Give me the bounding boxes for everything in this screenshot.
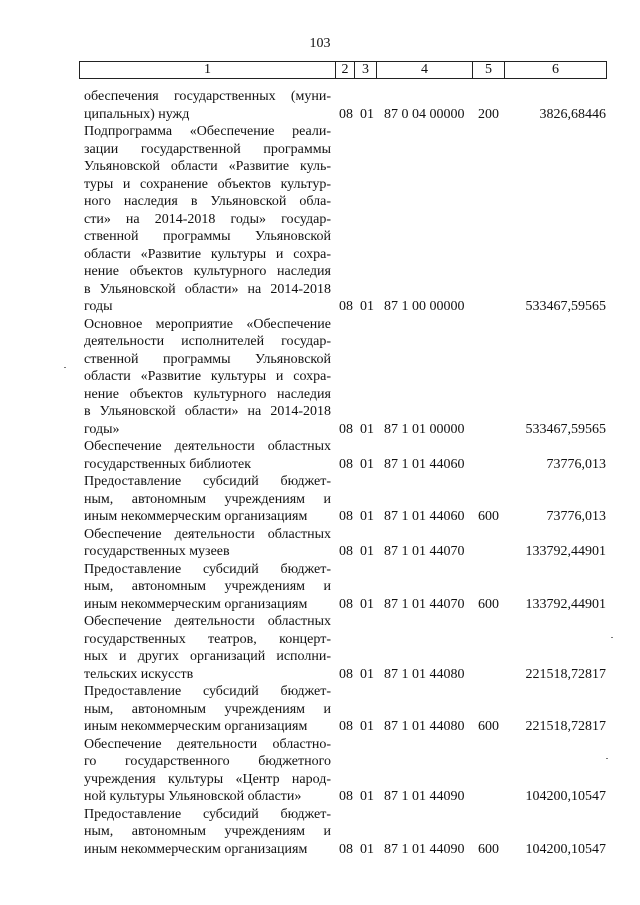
cell-col-3: 01 [360,509,374,524]
cell-col-4: 87 1 01 44070 [384,544,465,559]
cell-col-4: 87 1 01 44060 [384,509,465,524]
description-line: иным некоммерческим организациям [84,596,308,612]
description-line: Предоставление субсидий бюджет- [84,684,331,699]
table-row [0,736,640,806]
cell-col-6: 73776,013 [546,456,606,472]
description-line: ным, автономным учреждениям и [84,579,331,594]
description-line: годы» [84,421,120,437]
cell-col-6: 104200,10547 [525,789,606,804]
cell-col-2: 08 [339,544,353,559]
description-line: ных и других организаций исполни- [84,649,331,664]
description-line: Предоставление субсидий бюджет- [84,474,331,489]
cell-col-2: 08 [339,596,353,612]
description-line: зации государственной программы [84,141,331,157]
description-line: ного наследия в Ульяновской обла- [84,194,331,209]
header-col-4: 4 [421,62,428,77]
row-description [84,438,331,473]
cell-col-6: 221518,72817 [525,666,606,682]
cell-col-3: 01 [360,421,374,437]
cell-col-2: 08 [339,841,353,857]
description-line: ственной программы Ульяновской [84,351,331,367]
description-line: ным, автономным учреждениям и [84,824,331,839]
cell-col-4: 87 1 01 44070 [384,596,465,612]
cell-col-2: 08 [339,666,353,682]
description-line: го государственного бюджетного [84,754,331,769]
table-row [0,316,640,439]
table-row [0,123,640,316]
cell-col-2: 08 [339,421,353,437]
row-description [84,88,331,123]
description-line: государственных музеев [84,544,230,559]
header-col-2: 2 [341,62,349,77]
cell-col-5 [478,421,504,439]
row-description [84,561,331,614]
description-line: учреждения культуры «Центр народ- [84,771,331,787]
cell-col-4: 87 1 01 44090 [384,789,465,804]
description-line: иным некоммерческим организациям [84,841,308,857]
description-line: деятельности исполнителей государ- [84,334,331,349]
table-row [0,683,640,736]
cell-col-3: 01 [360,596,374,612]
scan-speck [606,758,608,759]
cell-col-5: 600 [478,841,499,857]
description-line: годы [84,299,113,314]
cell-col-3: 01 [360,666,374,682]
description-line: Предоставление субсидий бюджет- [84,806,331,822]
row-description [84,316,331,439]
cell-col-6: 221518,72817 [525,719,606,734]
cell-col-5: 600 [478,719,499,734]
cell-col-5: 200 [478,106,499,122]
cell-col-5 [478,788,504,806]
description-line: ным, автономным учреждениям и [84,491,331,507]
table-row [0,473,640,526]
table-row [0,806,640,859]
description-line: Обеспечение деятельности областных [84,526,331,542]
cell-col-4: 87 1 01 44080 [384,719,465,734]
description-line: обеспечения государственных (муни- [84,89,331,104]
description-line: Ульяновской области «Развитие куль- [84,159,331,174]
cell-col-2: 08 [339,106,353,122]
cell-col-5 [478,543,504,561]
cell-col-6: 3826,68446 [539,106,606,122]
description-line: Обеспечение деятельности областных [84,439,331,454]
cell-col-4: 87 1 01 00000 [384,421,465,437]
row-description [84,683,331,736]
description-line: в Ульяновской области» на 2014-2018 [84,404,331,419]
cell-col-3: 01 [360,841,374,857]
description-line: области «Развитие культуры и сохра- [84,369,331,384]
description-line: Подпрограмма «Обеспечение реали- [84,124,331,139]
cell-col-3: 01 [360,544,374,559]
description-line: ципальных) нужд [84,106,190,122]
description-line: ственной программы Ульяновской [84,229,331,244]
header-col-5: 5 [485,62,492,77]
cell-col-6: 533467,59565 [525,299,606,314]
scan-speck [611,637,613,638]
description-line: Обеспечение деятельности областных [84,614,331,629]
cell-col-5 [478,456,504,474]
scan-speck [64,367,66,368]
cell-col-2: 08 [339,719,353,734]
description-line: области «Развитие культуры и сохра- [84,246,331,262]
table-row [0,526,640,561]
cell-col-5: 600 [478,596,499,612]
cell-col-5: 600 [478,509,499,524]
description-line: в Ульяновской области» на 2014-2018 [84,281,331,297]
cell-col-4: 87 1 00 00000 [384,299,465,314]
cell-col-6: 133792,44901 [525,596,606,612]
description-line: нение объектов культурного наследия [84,264,331,279]
cell-col-2: 08 [339,789,353,804]
row-description [84,526,331,561]
cell-col-6: 104200,10547 [525,841,606,857]
table-row [0,88,640,123]
cell-col-4: 87 1 01 44060 [384,456,465,472]
cell-col-2: 08 [339,456,353,472]
header-col-6: 6 [552,62,559,77]
cell-col-3: 01 [360,789,374,804]
description-line: туры и сохранение объектов культур- [84,176,331,192]
cell-col-2: 08 [339,299,353,314]
table-row [0,613,640,683]
cell-col-6: 533467,59565 [525,421,606,437]
cell-col-3: 01 [360,456,374,472]
row-description [84,736,331,806]
row-description [84,473,331,526]
table-row [0,561,640,614]
description-line: Предоставление субсидий бюджет- [84,561,331,577]
row-description [84,806,331,859]
cell-col-3: 01 [360,106,374,122]
description-line: ным, автономным учреждениям и [84,701,331,717]
cell-col-5 [478,298,504,316]
description-line: Обеспечение деятельности областно- [84,736,331,752]
description-line: ной культуры Ульяновской области» [84,789,302,804]
cell-col-4: 87 1 01 44090 [384,841,465,857]
row-description [84,613,331,683]
header-col-3: 3 [362,62,369,77]
cell-col-3: 01 [360,719,374,734]
cell-col-4: 87 0 04 00000 [384,106,465,122]
description-line: иным некоммерческим организациям [84,719,308,734]
table-row [0,438,640,473]
description-line: иным некоммерческим организациям [84,509,308,524]
cell-col-4: 87 1 01 44080 [384,666,465,682]
description-line: сти» на 2014-2018 годы» государ- [84,211,331,227]
page-number: 103 [309,36,331,51]
cell-col-5 [478,666,504,684]
header-col-1: 1 [204,62,211,77]
cell-col-6: 73776,013 [546,509,606,524]
cell-col-6: 133792,44901 [525,544,606,559]
cell-col-2: 08 [339,509,353,524]
description-line: государственных библиотек [84,456,252,472]
description-line: тельских искусств [84,666,194,682]
description-line: нение объектов культурного наследия [84,386,331,402]
cell-col-3: 01 [360,299,374,314]
row-description [84,123,331,316]
description-line: государственных театров, концерт- [84,631,331,647]
description-line: Основное мероприятие «Обеспечение [84,316,331,332]
